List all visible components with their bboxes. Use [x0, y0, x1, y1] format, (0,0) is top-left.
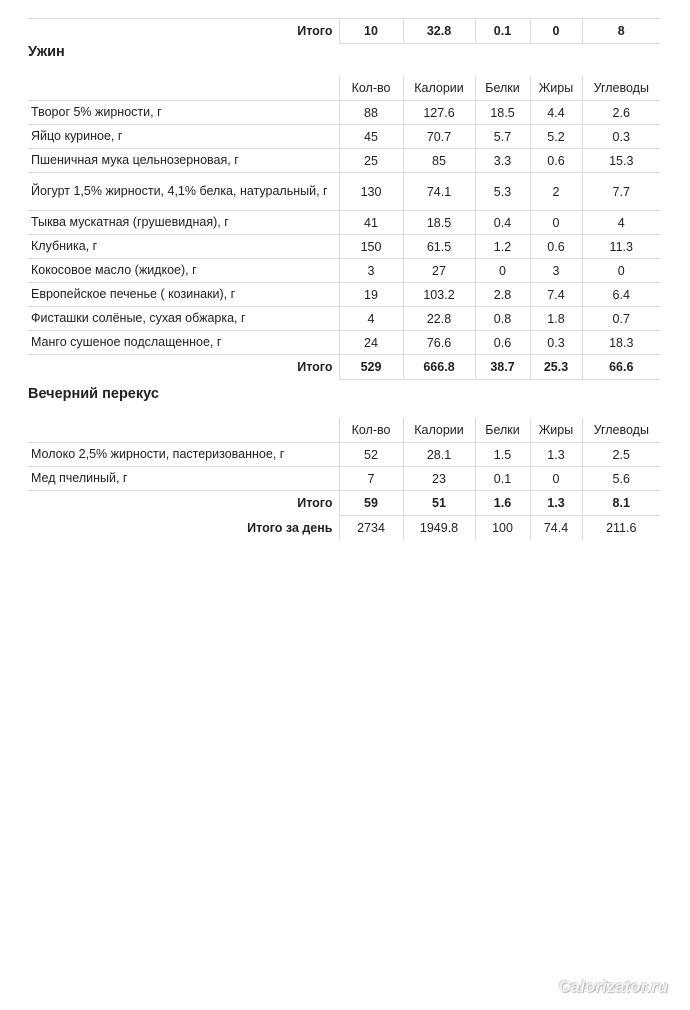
dinner-total-carbs: 66.6 [582, 355, 660, 380]
table-row [28, 331, 660, 355]
food-fat: 7.4 [530, 283, 582, 307]
food-qty: 88 [339, 101, 403, 125]
food-fat: 0 [530, 467, 582, 491]
table-row [28, 101, 660, 125]
food-carbs: 0.7 [582, 307, 660, 331]
food-kcal: 127.6 [403, 101, 475, 125]
food-carbs: 11.3 [582, 235, 660, 259]
food-carbs: 4 [582, 211, 660, 235]
food-protein: 5.7 [475, 125, 530, 149]
food-protein: 0.8 [475, 307, 530, 331]
food-protein: 0.1 [475, 467, 530, 491]
header-carbs: Углеводы [582, 76, 660, 101]
table-row [28, 211, 660, 235]
food-qty: 7 [339, 467, 403, 491]
table-row [28, 467, 660, 491]
total-label: Итого [297, 24, 333, 39]
header-qty: Кол-во [339, 418, 403, 443]
food-fat: 0.6 [530, 235, 582, 259]
food-kcal: 18.5 [403, 211, 475, 235]
food-qty: 25 [339, 149, 403, 173]
dinner-total-kcal: 666.8 [403, 355, 475, 380]
food-name: Фисташки солёные, сухая обжарка, г [28, 307, 339, 331]
food-kcal: 22.8 [403, 307, 475, 331]
food-fat: 4.4 [530, 101, 582, 125]
snack-table [28, 418, 660, 540]
total-label: Итого [297, 496, 333, 511]
food-kcal: 74.1 [403, 173, 475, 211]
food-name: Кокосовое масло (жидкое), г [28, 259, 339, 283]
food-carbs: 6.4 [582, 283, 660, 307]
food-name: Клубника, г [28, 235, 339, 259]
dinner-total-qty: 529 [339, 355, 403, 380]
food-name: Манго сушеное подслащенное, г [28, 331, 339, 355]
food-carbs: 15.3 [582, 149, 660, 173]
prev-total-protein: 0.1 [475, 19, 530, 44]
food-kcal: 85 [403, 149, 475, 173]
food-kcal: 27 [403, 259, 475, 283]
prev-total-kcal: 32.8 [403, 19, 475, 44]
table-row [28, 259, 660, 283]
table-row [28, 283, 660, 307]
food-carbs: 7.7 [582, 173, 660, 211]
food-qty: 41 [339, 211, 403, 235]
food-carbs: 18.3 [582, 331, 660, 355]
table-row [28, 443, 660, 467]
food-protein: 0.6 [475, 331, 530, 355]
snack-total-fat: 1.3 [530, 491, 582, 516]
header-protein: Белки [475, 418, 530, 443]
food-kcal: 70.7 [403, 125, 475, 149]
dinner-total-fat: 25.3 [530, 355, 582, 380]
food-fat: 0.3 [530, 331, 582, 355]
food-qty: 52 [339, 443, 403, 467]
food-name: Молоко 2,5% жирности, пастеризованное, г [28, 443, 339, 467]
food-fat: 1.8 [530, 307, 582, 331]
food-qty: 45 [339, 125, 403, 149]
food-protein: 5.3 [475, 173, 530, 211]
food-protein: 2.8 [475, 283, 530, 307]
day-total-carbs: 211.6 [582, 516, 660, 541]
food-name: Тыква мускатная (грушевидная), г [28, 211, 339, 235]
food-kcal: 28.1 [403, 443, 475, 467]
table-row [28, 173, 660, 211]
table-row [28, 149, 660, 173]
food-name: Творог 5% жирности, г [28, 101, 339, 125]
food-carbs: 5.6 [582, 467, 660, 491]
snack-total-row [28, 491, 660, 516]
table-row [28, 307, 660, 331]
food-fat: 0 [530, 211, 582, 235]
header-protein: Белки [475, 76, 530, 101]
snack-total-qty: 59 [339, 491, 403, 516]
prev-total-row [28, 19, 660, 44]
food-carbs: 0 [582, 259, 660, 283]
prev-total-fat: 0 [530, 19, 582, 44]
day-total-kcal: 1949.8 [403, 516, 475, 541]
prev-total-carbs: 8 [582, 19, 660, 44]
food-qty: 24 [339, 331, 403, 355]
food-name: Йогурт 1,5% жирности, 4,1% белка, натуральный, г [28, 173, 339, 211]
food-protein: 3.3 [475, 149, 530, 173]
food-protein: 0.4 [475, 211, 530, 235]
dinner-table [28, 76, 660, 380]
total-label: Итого [297, 360, 333, 375]
food-kcal: 61.5 [403, 235, 475, 259]
prev-total-qty: 10 [339, 19, 403, 44]
header-qty: Кол-во [339, 76, 403, 101]
food-qty: 19 [339, 283, 403, 307]
food-protein: 1.2 [475, 235, 530, 259]
food-fat: 5.2 [530, 125, 582, 149]
dinner-title: Ужин [28, 44, 65, 60]
snack-total-protein: 1.6 [475, 491, 530, 516]
day-total-fat: 74.4 [530, 516, 582, 541]
header-fat: Жиры [530, 76, 582, 101]
day-total-protein: 100 [475, 516, 530, 541]
header-fat: Жиры [530, 418, 582, 443]
food-fat: 1.3 [530, 443, 582, 467]
food-fat: 2 [530, 173, 582, 211]
food-name: Пшеничная мука цельнозерновая, г [28, 149, 339, 173]
food-kcal: 23 [403, 467, 475, 491]
header-kcal: Калории [403, 418, 475, 443]
food-protein: 18.5 [475, 101, 530, 125]
prev-section-table [28, 19, 660, 44]
day-total-row [28, 516, 660, 541]
dinner-total-row [28, 355, 660, 380]
food-carbs: 0.3 [582, 125, 660, 149]
table-row [28, 125, 660, 149]
dinner-rows [28, 101, 660, 355]
snack-total-kcal: 51 [403, 491, 475, 516]
food-name: Мед пчелиный, г [28, 467, 339, 491]
header-kcal: Калории [403, 76, 475, 101]
food-qty: 150 [339, 235, 403, 259]
food-name: Яйцо куриное, г [28, 125, 339, 149]
snack-total-carbs: 8.1 [582, 491, 660, 516]
food-protein: 1.5 [475, 443, 530, 467]
food-qty: 130 [339, 173, 403, 211]
day-total-qty: 2734 [339, 516, 403, 541]
food-qty: 3 [339, 259, 403, 283]
table-row [28, 235, 660, 259]
snack-header-row [28, 418, 660, 443]
dinner-total-protein: 38.7 [475, 355, 530, 380]
day-total-label: Итого за день [247, 520, 333, 535]
watermark-logo: Calorizator.ru [558, 977, 668, 996]
food-carbs: 2.5 [582, 443, 660, 467]
food-carbs: 2.6 [582, 101, 660, 125]
food-name: Европейское печенье ( козинаки), г [28, 283, 339, 307]
food-fat: 0.6 [530, 149, 582, 173]
snack-title: Вечерний перекус [28, 386, 159, 402]
header-carbs: Углеводы [582, 418, 660, 443]
food-kcal: 76.6 [403, 331, 475, 355]
food-fat: 3 [530, 259, 582, 283]
food-kcal: 103.2 [403, 283, 475, 307]
food-qty: 4 [339, 307, 403, 331]
dinner-header-row [28, 76, 660, 101]
snack-rows [28, 443, 660, 491]
food-protein: 0 [475, 259, 530, 283]
